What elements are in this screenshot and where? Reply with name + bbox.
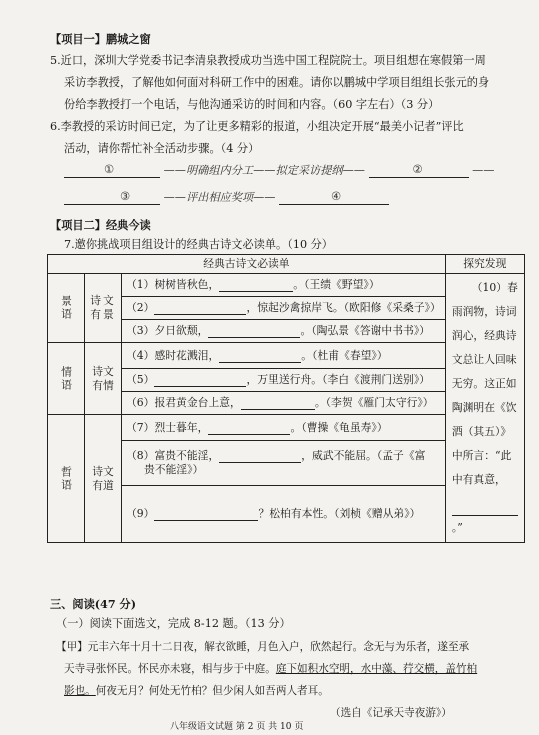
table-row: （4）感时花溅泪， 。（杜甫《春望》） [122,343,446,369]
flow-num-4: ④ [331,190,342,203]
flow-num-1: ① [104,163,115,176]
flow-blank-2[interactable] [369,165,469,178]
answer-blank-4[interactable] [219,350,301,363]
discover-cell: （10）春 雨润物，诗词 润心，经典诗 文总让人回味 无穷。这正如 陶渊明在《饮 酒（其五）》 中所言：“此 中有真意， 。” [445,274,524,543]
table-row: （6）报君黄金台上意， 。（李贺《雁门太守行》） [122,392,446,415]
answer-blank-1[interactable] [219,279,293,292]
flow-row2 [64,190,389,205]
page-footer: 八年级语文试题 第 2 页 共 10 页 [170,722,304,732]
project2-title: 【项目二】经典今读 [50,218,151,232]
section3-sub: （一）阅读下面选文，完成 8-12 题。（13 分） [56,617,291,630]
group-jing-label: 景语 [48,274,85,343]
answer-blank-6[interactable] [241,397,315,410]
answer-blank-7[interactable] [208,422,290,435]
group-jing-sub: 诗文有景 [85,274,122,343]
answer-blank-5[interactable] [154,374,246,387]
answer-blank-9[interactable] [154,508,258,521]
anthology-table [47,254,525,543]
group-qing-label: 情语 [48,343,85,415]
passage-source: （选自《记承天寺夜游》） [330,707,452,719]
answer-blank-2[interactable] [154,302,246,315]
flow-num-2: ② [412,163,423,176]
q5-line3: 份给李教授打一个电话，与他沟通采访的时间和内容。（60 字左右）（3 分） [64,98,440,111]
group-zhe-sub: 诗文有道 [85,415,122,543]
q7-prompt: 7.邀你挑战项目组设计的经典古诗文必读单。（10 分） [64,238,333,251]
flow-row1 [64,163,494,178]
flow-blank-4[interactable] [279,192,389,205]
passage-line1: 【甲】元丰六年十月十二日夜，解衣欲睡，月色入户，欣然起行。念无与为乐者，遂至承 [56,641,470,653]
table-row: （1）树树皆秋色， 。（王绩《野望》） [122,274,446,297]
answer-blank-8[interactable] [219,450,301,463]
passage-underlined-1: 庭下如积水空明，水中藻、荇交横，盖竹柏 [275,663,478,675]
flow-steps-3: ——评出相应奖项—— [163,191,276,204]
discover-header: 探究发现 [445,255,524,274]
q5-line2: 采访李教授，了解他如何面对科研工作中的困难。请你以鹏城中学项目组组长张元的身 [64,76,490,89]
table-row: （2） ，惊起沙禽掠岸飞。（欧阳修《采桑子》） [122,297,446,320]
answer-blank-3[interactable] [208,325,300,338]
group-qing-sub: 诗文有情 [85,343,122,415]
table-row: （9） ？松柏有本性。（刘桢《赠从弟》） [122,486,446,543]
table-row: （5） ，万里送行舟。（李白《渡荆门送别》） [122,369,446,392]
passage-line2: 天寺寻张怀民。怀民亦未寝，相与步于中庭。庭下如积水空明，水中藻、荇交横，盖竹柏 [64,663,478,675]
q6-line1: 6.李教授的采访时间已定，为了让更多精彩的报道，小组决定开展“最美小记者”评比 [50,120,464,133]
section3-title: 三、阅读(47 分) [50,597,136,611]
answer-blank-10[interactable] [452,503,518,516]
passage-underlined-2: 影也。 [64,685,96,697]
table-row: （8）富贵不能淫， ，威武不能屈。（孟子《富 贵不能淫》） [122,441,446,486]
flow-blank-3[interactable] [64,192,160,205]
q6-line2: 活动，请你帮忙补全活动步骤。（4 分） [64,142,260,155]
table-row: （7）烈士暮年， 。（曹操《龟虽寿》） [122,415,446,441]
flow-steps-1: ——明确组内分工——拟定采访提纲—— [163,164,365,177]
flow-num-3: ③ [120,190,131,203]
table-header: 经典古诗文必读单 [48,255,446,274]
project1-title: 【项目一】鹏城之窗 [50,32,151,46]
flow-blank-1[interactable] [64,165,160,178]
flow-steps-2: —— [472,164,495,177]
passage-line3: 影也。何夜无月？何处无竹柏？但少闲人如吾两人者耳。 [64,685,329,697]
group-zhe-label: 哲语 [48,415,85,543]
q5-line1: 5.近口，深圳大学党委书记李清泉教授成功当选中国工程院院士。项目组想在寒假第一周 [50,54,486,67]
table-row: （3）夕日欲颓， 。（陶弘景《答谢中书书》） [122,320,446,343]
